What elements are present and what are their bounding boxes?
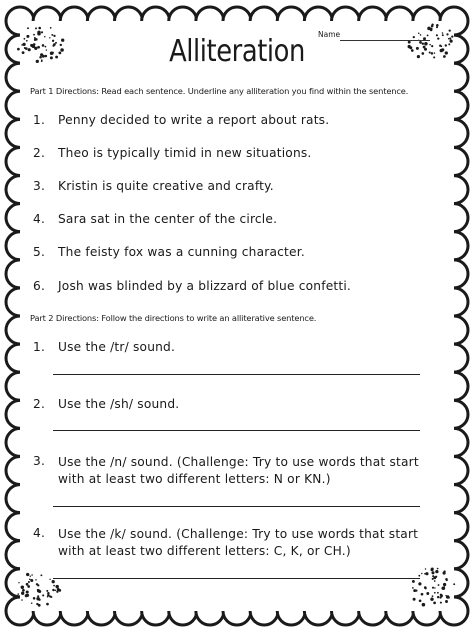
answer-line-3[interactable] [53, 506, 420, 507]
sentence-text: Kristin is quite creative and crafty. [58, 179, 274, 193]
prompt-text: Use the /k/ sound. (Challenge: Try to use words that start with at least two different letters: C, K, or CH.) [58, 527, 419, 558]
worksheet-title: Alliteration [169, 34, 305, 69]
item-number: 5. [33, 245, 46, 259]
part1-directions [30, 86, 408, 96]
name-label: Name [318, 30, 341, 39]
answer-line-4[interactable] [53, 578, 420, 579]
part2-directions [30, 313, 316, 323]
part2-label: Part 2 [30, 313, 54, 323]
part1-directions-text: Directions: Read each sentence. Underline any alliteration you find within the sentence. [55, 86, 409, 96]
part1-label: Part 1 [30, 86, 54, 96]
answer-line-2[interactable] [53, 430, 420, 431]
sentence-text: Theo is typically timid in new situations. [58, 146, 312, 160]
item-number: 1. [33, 113, 46, 127]
prompt-text: Use the /sh/ sound. [58, 397, 180, 411]
part2-directions-text: Directions: Follow the directions to write an alliterative sentence. [55, 313, 317, 323]
item-number: 3. [33, 179, 46, 193]
sentence-text: The feisty fox was a cunning character. [58, 245, 305, 259]
sentence-text: Penny decided to write a report about rats. [58, 113, 330, 127]
item-number: 4. [33, 526, 46, 540]
sentence-text: Josh was blinded by a blizzard of blue confetti. [58, 279, 352, 293]
prompt-text: Use the /n/ sound. (Challenge: Try to use words that start with at least two different letters: N or KN.) [58, 455, 419, 486]
item-number: 3. [33, 454, 46, 468]
item-number: 2. [33, 146, 46, 160]
answer-line-1[interactable] [53, 374, 420, 375]
item-number: 2. [33, 397, 46, 411]
prompt-text: Use the /tr/ sound. [58, 340, 176, 354]
sentence-text: Sara sat in the center of the circle. [58, 212, 278, 226]
item-number: 1. [33, 340, 46, 354]
item-number: 4. [33, 212, 46, 226]
item-number: 6. [33, 279, 46, 293]
